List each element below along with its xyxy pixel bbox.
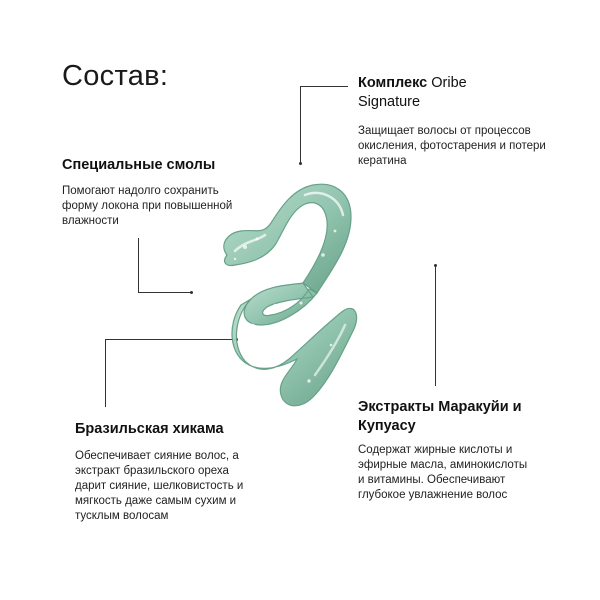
oribe-heading bbox=[358, 74, 518, 112]
extracts-heading: Экстракты Маракуйи и Купуасу bbox=[358, 399, 522, 434]
oribe-heading-rest: Oribe Signature bbox=[358, 75, 467, 110]
gel-swirl-image bbox=[205, 175, 370, 415]
extracts-description: Содержат жирные кислоты и эфирные масла, аминокислоты и витамины. Обеспечивают глубокое увлажнение волос bbox=[358, 444, 528, 501]
resins-description: Помогают надолго сохранить форму локона при повышенной влажности bbox=[62, 185, 233, 227]
jicama-description: Обеспечивает сияние волос, а экстракт бразильского ореха дарит сияние, шелковистость и мягкость даже самым сухим и тусклым волосам bbox=[75, 450, 244, 522]
page-title: Состав: bbox=[62, 60, 169, 92]
resins-heading: Специальные смолы bbox=[62, 157, 216, 173]
jicama-heading: Бразильская хикама bbox=[75, 421, 224, 437]
oribe-description: Защищает волосы от процессов окисления, фотостарения и потери кератина bbox=[358, 125, 546, 167]
oribe-heading-bold: Комплекс bbox=[358, 75, 428, 91]
